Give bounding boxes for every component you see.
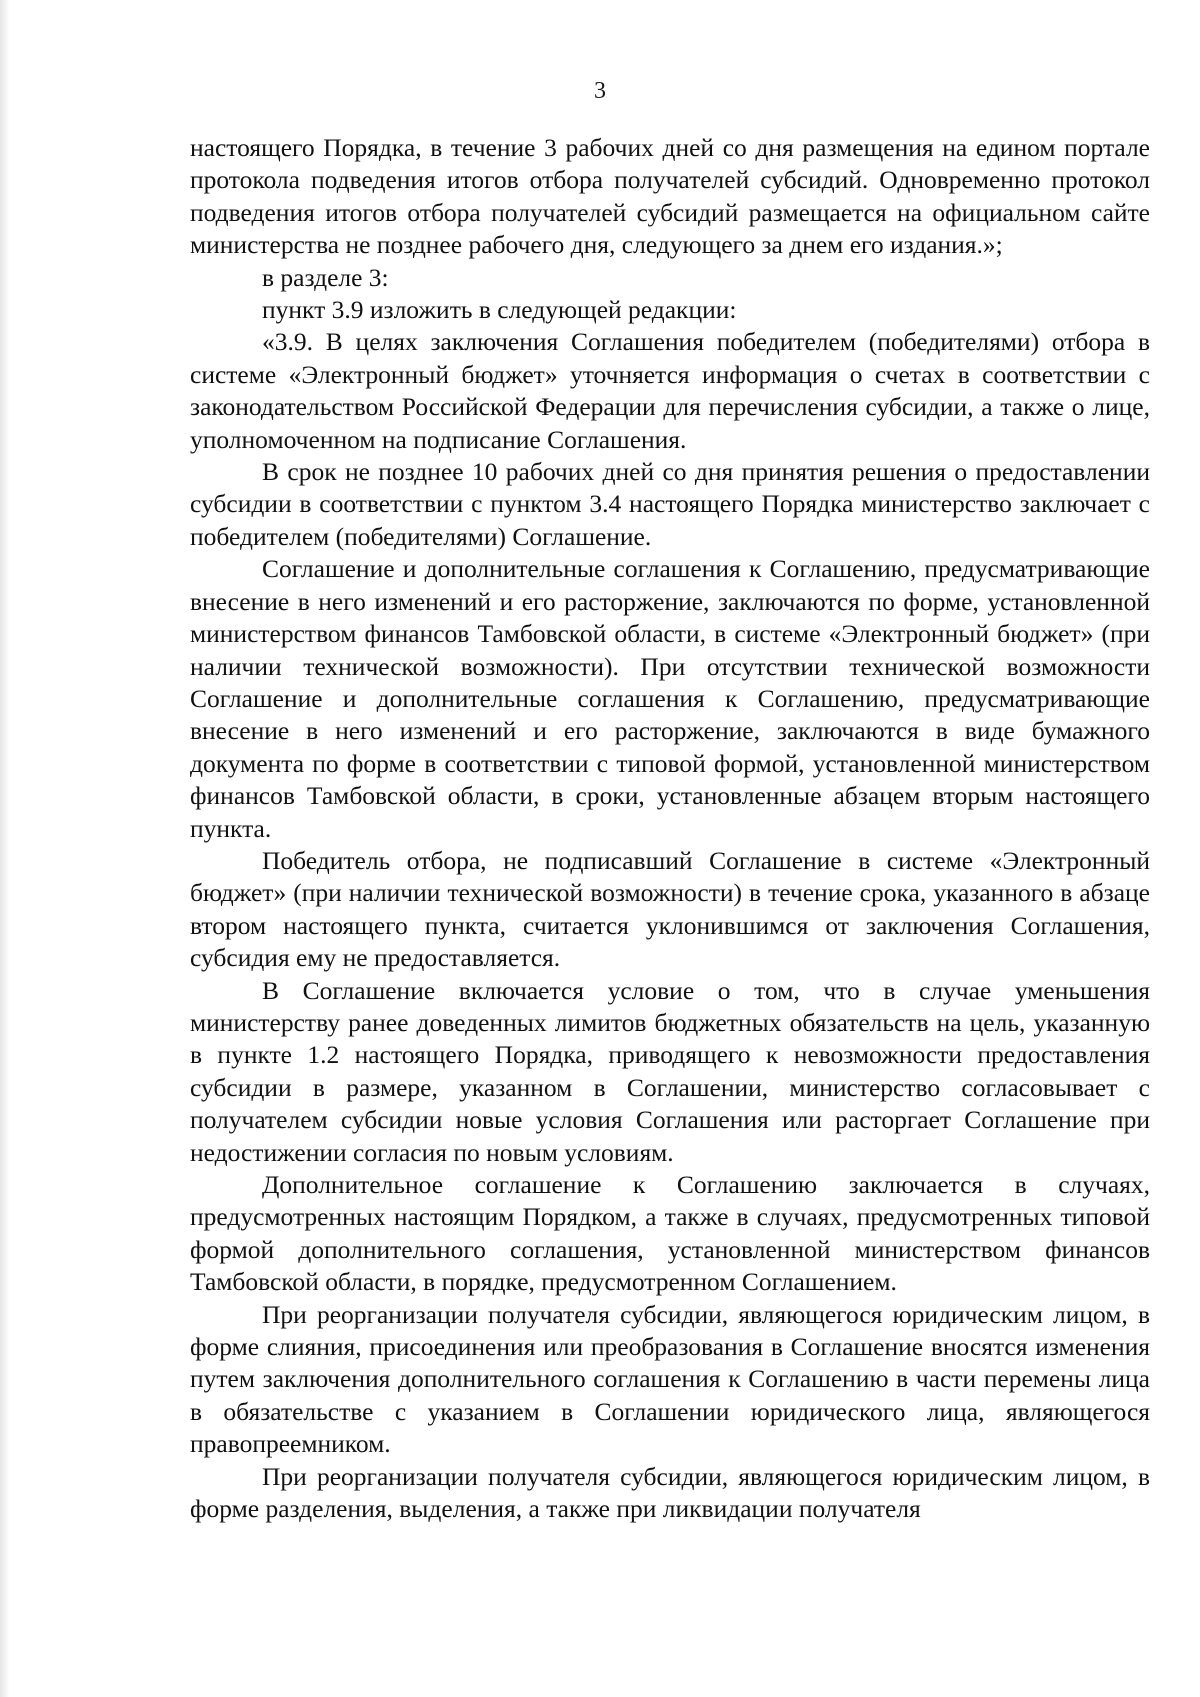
paragraph-agreement-form: Соглашение и дополнительные соглашения к Соглашению, предусматривающие внесение в него изменений и его расторжение, заключаются по форме, установленной министерством финансов Тамбовской области, в системе «Электронный бюджет» (при наличии технической возможности). При отсутствии технической возможности Соглашение и дополнительные соглашения к Соглашению, предусматривающие внесение в него изменений и его расторжение, заключаются в виде бумажного документа по форме в соответствии с типовой формой, установленной министерством финансов Тамбовской области, в сроки, установленные абзацем вторым настоящего пункта. — [190, 554, 1150, 843]
page-number: 3 — [594, 78, 606, 104]
document-body — [190, 132, 1150, 1525]
paragraph-amendment-intro: пункт 3.9 изложить в следующей редакции: — [262, 295, 737, 325]
paragraph-winner-evasion: Победитель отбора, не подписавший Соглашение в системе «Электронный бюджет» (при наличии технической возможности) в течение срока, указанного в абзаце втором настоящего пункта, считается уклонившимся от заключения Соглашения, субсидия ему не предоставляется. — [190, 845, 1150, 973]
paragraph-section-heading: в разделе 3: — [262, 262, 389, 292]
scan-edge — [0, 0, 10, 1697]
paragraph-3-9: «3.9. В целях заключения Соглашения победителем (победителями) отбора в системе «Электронный бюджет» уточняется информация о счетах в соответствии с законодательством Российской Федерации для перечисления субсидии, а также о лице, уполномоченном на подписание Соглашения. — [190, 327, 1150, 454]
paragraph-continuation: настоящего Порядка, в течение 3 рабочих дней со дня размещения на едином портале протокола подведения итогов отбора получателей субсидий. Одновременно протокол подведения итогов отбора получателей субсидий размещается на официальном сайте министерства не позднее рабочего дня, следующего за днем его издания.»; — [190, 133, 1150, 260]
paragraph-deadline: В срок не позднее 10 рабочих дней со дня принятия решения о предоставлении субсидии в соответствии с пунктом 3.4 настоящего Порядка министерство заключает с победителем (победителями) Соглашение. — [190, 457, 1150, 551]
paragraph-limits-condition: В Соглашение включается условие о том, что в случае уменьшения министерству ранее доведенных лимитов бюджетных обязательств на цель, указанную в пункте 1.2 настоящего Порядка, приводящего к невозможности предоставления субсидии в размере, указанном в Соглашении, министерство согласовывает с получателем субсидии новые условия Соглашения или расторгает Соглашение при недостижении согласия по новым условиям. — [190, 975, 1150, 1167]
paragraph-reorganization-division: При реорганизации получателя субсидии, являющегося юридическим лицом, в форме разделения, выделения, а также при ликвидации получателя — [190, 1461, 1150, 1524]
paragraph-additional-agreement: Дополнительное соглашение к Соглашению заключается в случаях, предусмотренных настоящим Порядком, а также в случаях, предусмотренных типовой формой дополнительного соглашения, установленной министерством финансов Тамбовской области, в порядке, предусмотренном Соглашением. — [190, 1170, 1150, 1297]
paragraph-reorganization-merger: При реорганизации получателя субсидии, являющегося юридическим лицом, в форме слияния, присоединения или преобразования в Соглашение вносятся изменения путем заключения дополнительного соглашения к Соглашению в части перемены лица в обязательстве с указанием в Соглашении юридического лица, являющегося правопреемником. — [190, 1299, 1150, 1459]
